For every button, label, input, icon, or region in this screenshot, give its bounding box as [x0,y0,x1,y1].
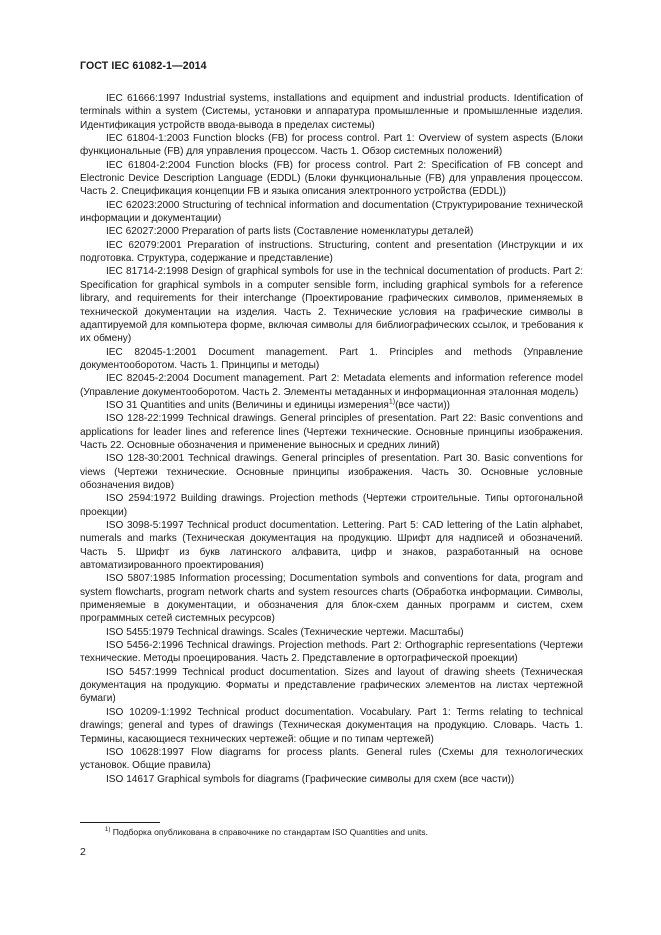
iso-31-text-end: (все части)) [395,399,451,411]
reference-iec-82045-1: IEC 82045-1:2001 Document management. Part 1. Principles and methods (Управление документооборотом. Часть 1. Принципы и методы) [80,346,583,371]
footnote-divider [80,822,160,823]
footnote-text: Подборка опубликована в справочнике по стандартам ISO Quantities and units. [110,827,428,837]
reference-iec-62079: IEC 62079:2001 Preparation of instructions. Structuring, content and presentation (Инструкции и их подготовка. Структура, содержание и представление) [80,239,583,265]
reference-iso-3098-5: ISO 3098-5:1997 Technical product documentation. Lettering. Part 5: CAD lettering of the Latin alphabet, numerals and marks (Техническая документация на продукцию. Шрифт для надписей и обозначений. Часть 5. Шрифт из букв латинского алфавита, цифр и знаков, разработанный на основе автоматизированного проектирования) [80,520,583,572]
reference-iso-14617: ISO 14617 Graphical symbols for diagrams (Графические символы для схем (все части)) [106,773,515,785]
reference-iso-5807: ISO 5807:1985 Information processing; Documentation symbols and conventions for data, program and system flowcharts, program network charts and system resources charts (Обработка информации. Символы, применяемые в документации, и обозначения для блок-схем данных программ и систем, схем программных сетей системных ресурсов) [80,573,583,625]
reference-iso-31 [80,399,583,412]
page-header [80,60,207,72]
footnote-marker: 1) [105,827,111,834]
standard-id: IEC 61082-1—2014 [111,60,207,72]
iso-31-text: ISO 31 Quantities and units (Величины и единицы измерения [106,399,389,411]
reference-iso-5456-2: ISO 5456-2:1996 Technical drawings. Projection methods. Part 2: Orthographic representations (Чертежи технические. Методы проецирования. Часть 2. Представление в ортографической проекции) [80,640,583,665]
reference-iec-62023: IEC 62023:2000 Structuring of technical information and documentation (Структурирование технической информации и документации) [80,199,583,225]
reference-iso-128-22: ISO 128-22:1999 Technical drawings. General principles of presentation. Part 22: Basic conventions and applications for leader lines and reference lines (Чертежи технические. Основные принципы изображения. Часть 22. Основные обозначения и применение выносных и средних линий) [80,413,583,451]
reference-iec-61804-1: IEC 61804-1:2003 Function blocks (FB) for process control. Part 1: Overview of system aspects (Блоки функциональные (FB) для управления процессом. Часть 1. Обзор системных положений) [80,133,583,158]
reference-iec-61666: IEC 61666:1997 Industrial systems, installations and equipment and industrial products. Identification of terminals within a system (Системы, установки и аппаратура промышленные и промышленные изделия. Идентификация устройств ввода-вывода в пределах системы) [80,93,583,131]
reference-iso-128-30: ISO 128-30:2001 Technical drawings. General principles of presentation. Part 30. Basic conventions for views (Чертежи технические. Основные принципы изображения. Часть 30. Основные условные обозначения видов) [80,453,583,491]
reference-iec-81714-2: IEC 81714-2:1998 Design of graphical symbols for use in the technical documentation of products. Part 2: Specification for graphical symbols in a computer sensible form, including graphical symbols for a reference library, and requirements for their interchange (Проектирование графических символов, применяемых в технической документации на изделия. Часть 2. Технические условия на графические символы в адаптируемой для компьютера форме, включая символы для библиографических ссылок, и требования к их обмену) [80,266,583,345]
reference-iso-5455: ISO 5455:1979 Technical drawings. Scales (Технические чертежи. Масштабы) [106,626,464,638]
reference-iec-82045-2: IEC 82045-2:2004 Document management. Part 2: Metadata elements and information reference model (Управление документооборотом. Часть 2. Элементы метаданных и информационная эталонная модель) [80,373,583,398]
page-number: 2 [80,846,86,858]
reference-iso-10209-1: ISO 10209-1:1992 Technical product documentation. Vocabulary. Part 1: Terms relating to technical drawings; general and types of drawings (Техническая документация на продукцию. Словарь. Часть 1. Термины, касающиеся технических чертежей: общие и по типам чертежей) [80,706,583,745]
footnote [80,827,583,838]
reference-iec-61804-2: IEC 61804-2:2004 Function blocks (FB) for process control. Part 2: Specification of FB concept and Electronic Device Description Language (EDDL) (Блоки функциональные (FB) для управления процессом. Часть 2. Спецификация концепции FB и языка описания электронного устройства (EDDL)) [80,159,583,198]
reference-iso-10628: ISO 10628:1997 Flow diagrams for process plants. General rules (Схемы для технологических установок. Общие правила) [80,746,583,772]
reference-iso-2594: ISO 2594:1972 Building drawings. Projection methods (Чертежи строительные. Типы ортогональной проекции) [80,493,583,518]
reference-iec-62027: IEC 62027:2000 Preparation of parts lists (Составление номенклатуры деталей) [106,226,474,238]
standard-prefix: ГОСТ [80,60,109,72]
footnote-marker: 1) [388,398,396,406]
reference-iso-5457: ISO 5457:1999 Technical product documentation. Sizes and layout of drawing sheets (Техническая документация на продукцию. Форматы и представление графических элементов на листах чертежной бумаги) [80,666,583,705]
normative-references [80,92,583,786]
